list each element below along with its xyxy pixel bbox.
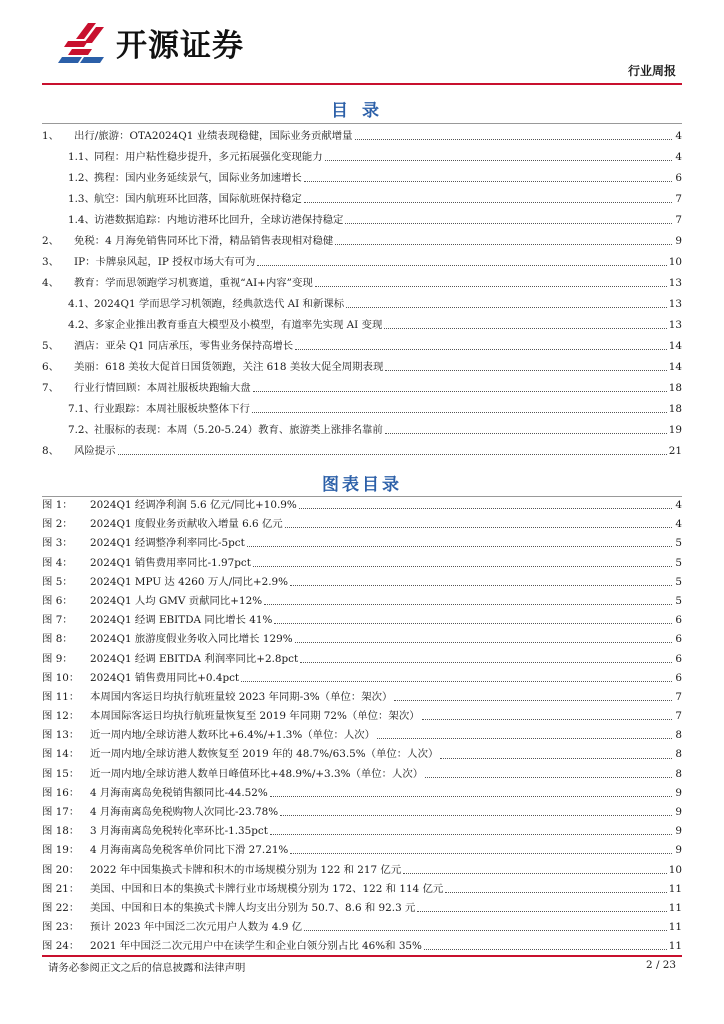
toc-entry[interactable] [42, 399, 682, 420]
entry-number: 1.4、 [68, 214, 95, 226]
entry-number: 1.3、 [68, 193, 95, 205]
figure-list [42, 496, 682, 957]
entry-title: 2024Q1 人均 GMV 贡献同比+12% [90, 594, 263, 607]
entry-page: 14 [668, 340, 682, 352]
entry-number: 1.1、 [68, 151, 95, 163]
entry-number: 图 23： [42, 921, 80, 934]
entry-title: 酒店：亚朵 Q1 同店承压，零售业务保持高增长 [74, 340, 294, 352]
entry-number: 图 15： [42, 767, 80, 780]
entry-number: 图 21： [42, 882, 80, 895]
dot-leader [346, 307, 667, 308]
entry-page: 13 [668, 277, 682, 289]
entry-title: 多家企业推出教育垂直大模型及小模型，有道率先实现 AI 变现 [94, 319, 383, 331]
entry-title: 美丽：618 美妆大促首日国货领跑，关注 618 美妆大促全周期表现 [74, 361, 384, 373]
entry-page: 11 [668, 921, 682, 934]
dot-leader [295, 349, 667, 350]
entry-number: 5、 [42, 340, 60, 352]
entry-page: 11 [668, 940, 682, 953]
entry-page: 6 [675, 671, 682, 684]
dot-leader [280, 815, 672, 816]
figure-entry[interactable] [42, 707, 682, 726]
entry-number: 图 24： [42, 940, 80, 953]
entry-page: 9 [675, 806, 682, 818]
figure-entry[interactable] [42, 573, 682, 592]
dot-leader [253, 391, 667, 392]
report-type-label: 行业周报 [627, 64, 676, 78]
entry-page: 7 [675, 710, 682, 723]
dot-leader [440, 758, 672, 759]
dot-leader [335, 244, 672, 245]
entry-number: 图 16： [42, 786, 80, 799]
entry-number: 图 8： [42, 633, 73, 646]
entry-title: 近一周内地/全球访港人数单日峰值环比+48.9%/+3.3%（单位：人次） [90, 767, 424, 780]
dot-leader [445, 892, 667, 893]
toc-entry[interactable] [42, 441, 682, 462]
entry-title: IP：卡牌泉风起，IP 授权市场大有可为 [74, 256, 256, 268]
entry-title: 2024Q1 销售费用同比+0.4pct [90, 671, 240, 684]
entry-title: 近一周内地/全球访港人数环比+6.4%/+1.3%（单位：人次） [90, 729, 376, 742]
entry-page: 4 [675, 518, 682, 531]
entry-title: 2021 年中国泛二次元用户中在读学生和企业白领分别占比 46%和 35% [90, 940, 422, 953]
figure-entry[interactable] [42, 669, 682, 688]
toc-entry[interactable] [42, 147, 682, 168]
entry-title: 社服标的表现：本周（5.20-5.24）教育、旅游类上涨排名靠前 [94, 424, 383, 436]
entry-page: 4 [675, 130, 682, 142]
entry-page: 5 [675, 575, 682, 588]
entry-title: 3 月海南离岛免税转化率环比-1.35pct [90, 825, 268, 838]
toc-entry[interactable] [42, 315, 682, 336]
entry-page: 4 [675, 151, 682, 163]
entry-number: 图 13： [42, 729, 80, 742]
entry-page: 7 [675, 214, 682, 226]
figure-entry[interactable] [42, 650, 682, 669]
entry-number: 图 3： [42, 537, 73, 550]
dot-leader [252, 412, 667, 413]
entry-number: 图 14： [42, 748, 80, 761]
entry-page: 9 [675, 825, 682, 838]
entry-title: 2024Q1 旅游度假业务收入同比增长 129% [90, 633, 293, 646]
entry-number: 图 22： [42, 901, 80, 914]
dot-leader [417, 911, 666, 912]
toc-entry[interactable] [42, 420, 682, 441]
entry-page: 21 [668, 445, 682, 457]
toc-entry[interactable] [42, 252, 682, 273]
entry-number: 图 11： [42, 690, 80, 703]
entry-number: 4.2、 [68, 319, 95, 331]
entry-number: 图 9： [42, 652, 73, 665]
dot-leader [325, 160, 672, 161]
entry-page: 9 [675, 844, 682, 857]
entry-page: 13 [668, 319, 682, 331]
page-number: 2 / 23 [646, 959, 676, 971]
figure-entry[interactable] [42, 554, 682, 573]
dot-leader [384, 328, 666, 329]
entry-title: 2022 年中国集换式卡牌和积木的市场规模分别为 122 和 217 亿元 [90, 863, 402, 876]
footer-disclaimer: 请务必参阅正文之后的信息披露和法律声明 [48, 962, 246, 974]
dot-leader [345, 223, 672, 224]
entry-title: 2024Q1 经调 EBITDA 利润率同比+2.8pct [90, 652, 299, 665]
entry-number: 图 4： [42, 556, 73, 569]
entry-title: 携程：国内业务延续景气，国际业务加速增长 [94, 172, 302, 184]
dot-leader [377, 738, 672, 739]
dot-leader [270, 834, 672, 835]
entry-number: 图 10： [42, 671, 80, 684]
dot-leader [264, 604, 672, 605]
dot-leader [385, 370, 666, 371]
entry-title: 教育：学而思领跑学习机赛道，重视“AI+内容”变现 [74, 277, 313, 289]
figure-entry[interactable] [42, 899, 682, 918]
figure-entry[interactable] [42, 803, 682, 822]
entry-number: 图 7： [42, 614, 73, 627]
dot-leader [241, 681, 672, 682]
entry-page: 18 [668, 382, 682, 394]
entry-page: 4 [675, 499, 682, 511]
entry-page: 14 [668, 361, 682, 373]
entry-page: 11 [668, 882, 682, 895]
entry-number: 8、 [42, 445, 60, 457]
entry-page: 5 [675, 537, 682, 550]
toc-entry[interactable] [42, 210, 682, 231]
dot-leader [385, 433, 667, 434]
entry-number: 7.2、 [68, 424, 95, 436]
figure-entry[interactable] [42, 784, 682, 803]
dot-leader [304, 202, 672, 203]
entry-title: 同程：用户粘性稳步提升，多元拓展强化变现能力 [94, 151, 323, 163]
dot-leader [253, 566, 672, 567]
entry-title: 免税：4 月海免销售同环比下滑，精品销售表现相对稳健 [74, 235, 334, 247]
entry-title: 4 月海南离岛免税销售额同比-44.52% [90, 786, 268, 799]
figure-entry[interactable] [42, 534, 682, 553]
entry-number: 2、 [42, 235, 60, 247]
entry-title: 4 月海南离岛免税购物人次同比-23.78% [90, 806, 279, 818]
dot-leader [270, 796, 672, 797]
entry-number: 图 19： [42, 844, 80, 857]
figure-entry[interactable] [42, 861, 682, 880]
entry-title: 2024Q1 MPU 达 4260 万人/同比+2.9% [90, 575, 288, 588]
dot-leader [285, 527, 672, 528]
entry-title: 行业跟踪：本周社服板块整体下行 [94, 403, 250, 415]
entry-title: 预计 2023 年中国泛二次元用户人数为 4.9 亿 [90, 921, 303, 934]
entry-title: 风险提示 [74, 445, 116, 457]
figure-entry[interactable] [42, 841, 682, 860]
entry-page: 10 [668, 256, 682, 268]
figure-entry[interactable] [42, 822, 682, 841]
figure-entry[interactable] [42, 630, 682, 649]
entry-number: 图 17： [42, 806, 80, 818]
entry-title: 4 月海南离岛免税客单价同比下滑 27.21% [90, 844, 289, 857]
toc-title-divider [42, 123, 682, 124]
dot-leader [424, 949, 667, 950]
figure-entry[interactable] [42, 496, 682, 515]
entry-number: 图 12： [42, 710, 80, 723]
entry-page: 8 [675, 767, 682, 780]
entry-title: 2024Q1 学而思学习机领跑，经典款迭代 AI 和新课标 [94, 298, 345, 310]
header-divider [42, 83, 682, 85]
logo-mark-icon [58, 21, 110, 65]
entry-number: 6、 [42, 361, 60, 373]
entry-page: 9 [675, 786, 682, 799]
figure-entry[interactable] [42, 880, 682, 899]
entry-page: 8 [675, 748, 682, 761]
dot-leader [304, 930, 667, 931]
dot-leader [425, 777, 672, 778]
dot-leader [290, 585, 672, 586]
toc-list [42, 126, 682, 462]
dot-leader [295, 642, 672, 643]
entry-page: 19 [668, 424, 682, 436]
entry-title: 本周国内客运日均执行航班量较 2023 年同期-3%（单位：架次） [90, 690, 393, 703]
dot-leader [394, 700, 672, 701]
entry-title: 2024Q1 销售费用率同比-1.97pct [90, 556, 251, 569]
entry-page: 10 [668, 863, 682, 876]
entry-number: 图 1： [42, 499, 73, 511]
entry-number: 图 6： [42, 594, 73, 607]
dot-leader [299, 508, 672, 509]
entry-number: 7、 [42, 382, 60, 394]
entry-page: 8 [675, 729, 682, 742]
dot-leader [290, 853, 672, 854]
entry-number: 3、 [42, 256, 60, 268]
toc-entry[interactable] [42, 189, 682, 210]
entry-page: 11 [668, 901, 682, 914]
entry-title: 美国、中国和日本的集换式卡牌人均支出分别为 50.7、8.6 和 92.3 元 [90, 901, 416, 914]
company-logo [58, 20, 244, 65]
entry-page: 7 [675, 193, 682, 205]
toc-title: 目录 [331, 101, 393, 121]
entry-title: 2024Q1 经调整净利率同比-5pct [90, 537, 245, 550]
dot-leader [422, 719, 672, 720]
figure-entry[interactable] [42, 592, 682, 611]
entry-title: 2024Q1 度假业务贡献收入增量 6.6 亿元 [90, 518, 283, 531]
page-header [0, 0, 724, 90]
entry-page: 7 [675, 690, 682, 703]
toc-entry[interactable] [42, 378, 682, 399]
toc-entry[interactable] [42, 168, 682, 189]
dot-leader [274, 623, 672, 624]
entry-number: 图 5： [42, 575, 73, 588]
entry-number: 4、 [42, 277, 60, 289]
figure-entry[interactable] [42, 918, 682, 937]
dot-leader [315, 286, 667, 287]
entry-title: 访港数据追踪：内地访港环比回升，全球访港保持稳定 [94, 214, 344, 226]
toc-entry[interactable] [42, 126, 682, 147]
entry-title: 近一周内地/全球访港人数恢复至 2019 年的 48.7%/63.5%（单位：人次） [90, 748, 439, 761]
entry-title: 2024Q1 经调 EBITDA 同比增长 41% [90, 614, 273, 627]
figure-entry[interactable] [42, 765, 682, 784]
toc-entry[interactable] [42, 294, 682, 315]
entry-number: 图 2： [42, 518, 73, 531]
toc-entry[interactable] [42, 231, 682, 252]
entry-number: 1.2、 [68, 172, 95, 184]
entry-page: 6 [675, 172, 682, 184]
toc-entry[interactable] [42, 336, 682, 357]
entry-page: 6 [675, 614, 682, 627]
entry-title: 出行/旅游：OTA2024Q1 业绩表现稳健，国际业务贡献增量 [74, 130, 353, 142]
entry-number: 图 20： [42, 863, 80, 876]
company-name: 开源证券 [116, 28, 244, 64]
entry-page: 5 [675, 594, 682, 607]
entry-number: 图 18： [42, 825, 80, 838]
entry-title: 航空：国内航班环比回落，国际航班保持稳定 [94, 193, 302, 205]
figure-entry[interactable] [42, 726, 682, 745]
entry-page: 6 [675, 652, 682, 665]
figure-entry[interactable] [42, 937, 682, 956]
entry-page: 5 [675, 556, 682, 569]
dot-leader [304, 181, 672, 182]
dot-leader [300, 662, 672, 663]
toc-entry[interactable] [42, 357, 682, 378]
entry-title: 行业行情回顾：本周社服板块跑输大盘 [74, 382, 251, 394]
footer-divider [42, 955, 682, 957]
entry-title: 美国、中国和日本的集换式卡牌行业市场规模分别为 172、122 和 114 亿元 [90, 882, 444, 895]
entry-page: 13 [668, 298, 682, 310]
toc-entry[interactable] [42, 273, 682, 294]
entry-page: 18 [668, 403, 682, 415]
figure-entry[interactable] [42, 688, 682, 707]
entry-number: 4.1、 [68, 298, 95, 310]
dot-leader [355, 139, 672, 140]
figure-entry[interactable] [42, 515, 682, 534]
entry-title: 2024Q1 经调净利润 5.6 亿元/同比+10.9% [90, 499, 297, 511]
dot-leader [118, 454, 667, 455]
entry-number: 1、 [42, 130, 60, 142]
entry-page: 6 [675, 633, 682, 646]
entry-title: 本周国际客运日均执行航班量恢复至 2019 年同期 72%（单位：架次） [90, 710, 420, 723]
figure-entry[interactable] [42, 745, 682, 764]
figure-entry[interactable] [42, 611, 682, 630]
dot-leader [247, 546, 672, 547]
figure-index-title: 图表目录 [322, 475, 402, 495]
entry-number: 7.1、 [68, 403, 95, 415]
entry-page: 9 [675, 235, 682, 247]
dot-leader [257, 265, 666, 266]
dot-leader [403, 873, 667, 874]
